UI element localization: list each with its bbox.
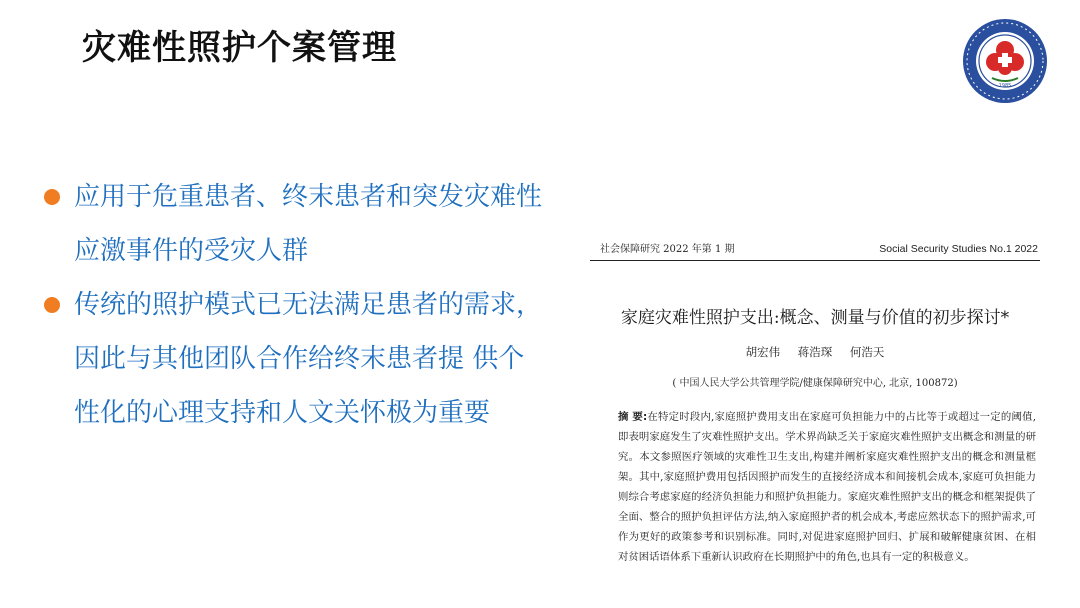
paper-abstract xyxy=(618,407,1036,567)
abstract-label: 摘 要: xyxy=(618,411,648,423)
paper-title: 家庭灾难性照护支出:概念、测量与价值的初步探讨* xyxy=(620,308,1010,328)
journal-header xyxy=(590,240,1040,261)
bullet-text: 传统的照护模式已无法满足患者的需求，因此与其他团队合作给终末患者提 供个性化的心理支持和人文关怀极为重要 xyxy=(74,290,543,428)
bullet-list xyxy=(44,170,544,440)
bullet-dot-icon xyxy=(44,297,60,313)
journal-name-cn: 社会保障研究 2022 年第 1 期 xyxy=(600,244,735,255)
bullet-dot-icon xyxy=(44,189,60,205)
abstract-text: 在特定时段内,家庭照护费用支出在家庭可负担能力中的占比等于或超过一定的阈值,即表明家庭发生了灾难性照护支出。学术界尚缺乏关于家庭灾难性照护支出概念和测量的研究。本文参照医疗领域的灾难性卫生支出,构建并阐析家庭灾难性照护支出的概念和测量框架。其中,家庭照护费用包括因照护而发生的直接经济成本和间接机会成本,家庭可负担能力则综合考虑家庭的经济负担能力和照护负担能力。家庭灾难性照护支出的概念和框架提供了全面、整合的照护负担评估方法,纳入家庭照护者的机会成本,考虑应然状态下的照护需求,可作为更好的政策参考和识别标准。同时,对促进家庭照护回归、扩展和破解健康贫困、在相对贫困话语体系下重新认识政府在长期照护中的角色,也具有一定的积极意义。 xyxy=(618,411,1036,563)
bullet-item xyxy=(44,278,544,440)
svg-text:1985: 1985 xyxy=(998,83,1012,89)
bullet-item xyxy=(44,170,544,278)
bullet-text: 应用于危重患者、终末患者和突发灾难性应激事件的受灾人群 xyxy=(74,182,543,266)
slide-title: 灾难性照护个案管理 xyxy=(82,28,397,68)
logo-emblem-icon xyxy=(962,18,1048,104)
university-logo xyxy=(962,18,1048,104)
paper-excerpt xyxy=(590,240,1040,608)
journal-name-en: Social Security Studies No.1 2022 xyxy=(879,243,1038,255)
paper-authors: 胡宏伟 蒋浩琛 何浩天 xyxy=(745,345,885,359)
paper-affiliation: ( 中国人民大学公共管理学院/健康保障研究中心, 北京, 100872) xyxy=(672,378,958,389)
